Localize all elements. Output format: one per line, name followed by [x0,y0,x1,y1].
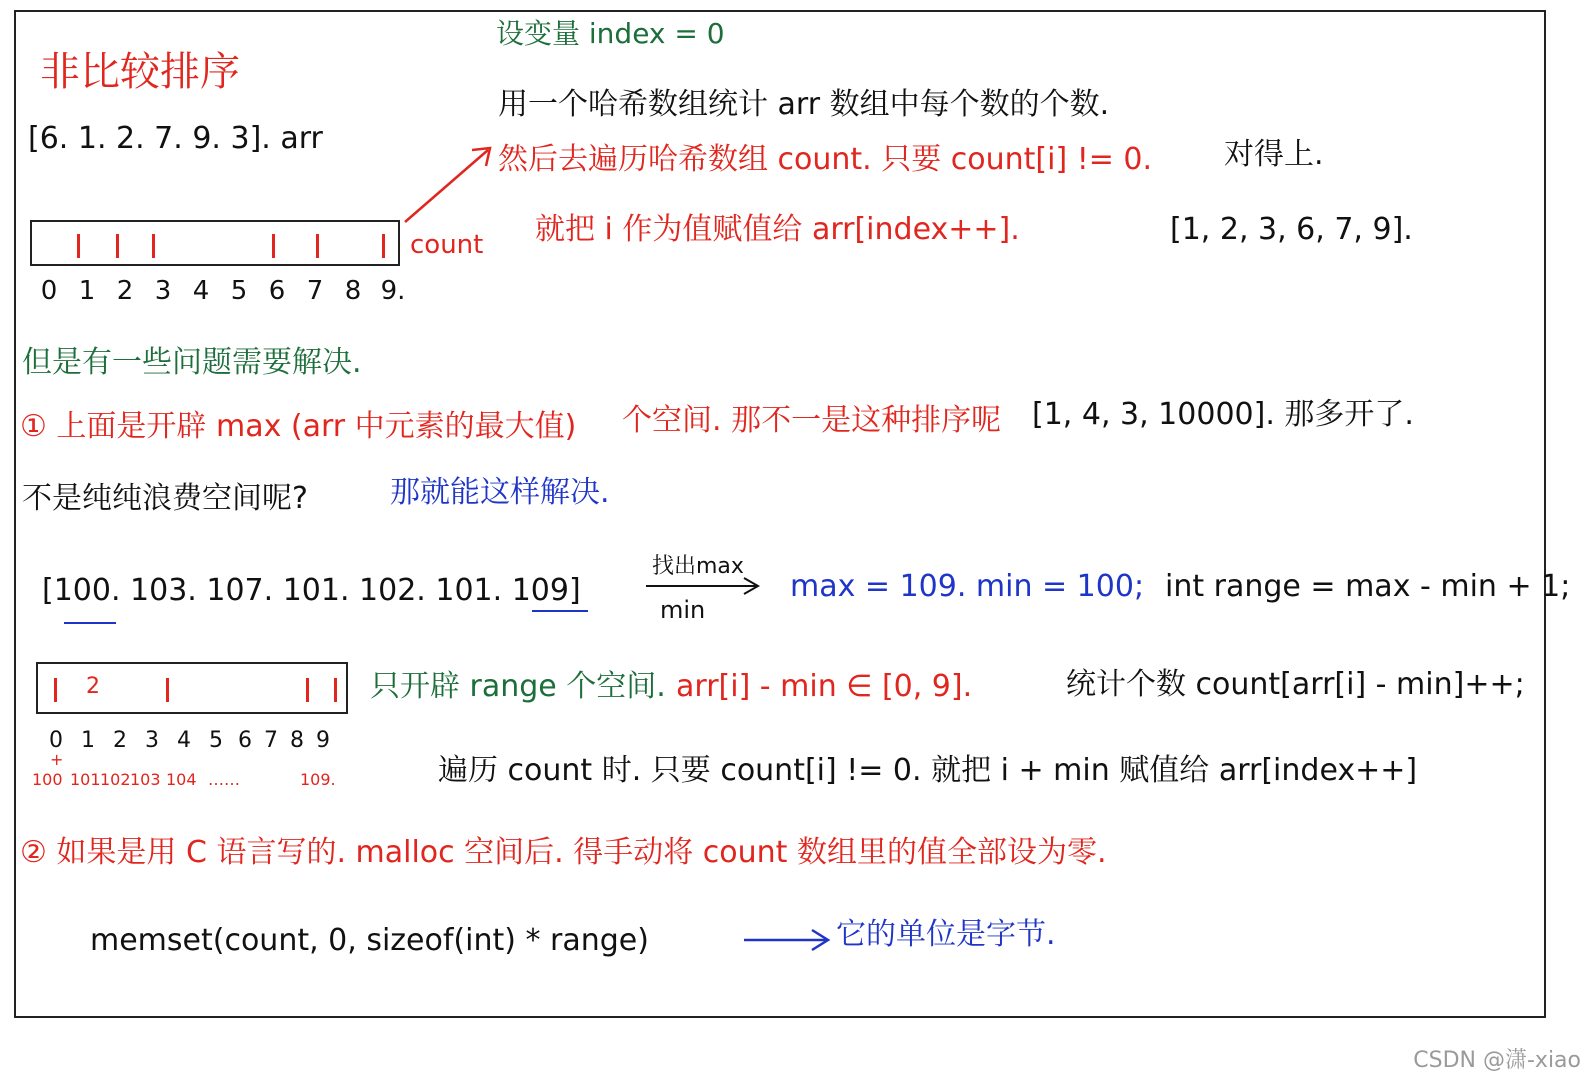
min-underline [64,622,116,624]
find-max-label: 找出max [652,554,744,579]
offset-value: 109. [300,770,336,789]
index-digit: 4 [192,276,210,306]
offset-value: 102 [100,770,131,789]
issue1-lead: ① 上面是开辟 max (arr 中元素的最大值) [20,409,577,444]
traverse-note-2: 遍历 count 时. 只要 count[i] != 0. 就把 i + min 赋值给 arr[index++] [438,753,1418,788]
only-open-note: 只开辟 range 个空间. [370,669,666,704]
issue1-example: [1, 4, 3, 10000]. 那多开了. [1032,397,1414,432]
issue2-note: ② 如果是用 C 语言写的. malloc 空间后. 得手动将 count 数组里的值全部设为零. [20,835,1107,870]
count-stat-formula: 统计个数 count[arr[i] - min]++; [1066,667,1525,702]
range-index-row [40,728,360,753]
index-digit: 8 [290,728,304,753]
index-digit: 9 [316,728,330,753]
offset-value: 100 [32,770,63,789]
index-digit: 4 [177,728,191,753]
index-digit: 6 [238,728,252,753]
range-count-box [36,662,348,714]
max-underline [532,610,588,612]
input-array-2: [100. 103. 107. 101. 102. 101. 109] [42,573,581,608]
offset-values-row [32,770,344,789]
page-title: 非比较排序 [40,49,240,95]
mapping-formula: arr[i] - min ∈ [0, 9]. [676,669,973,704]
assign-note: 就把 i 作为值赋值给 arr[index++]. [535,212,1020,247]
range-formula: int range = max - min + 1; [1165,569,1571,604]
offset-value: 103 [130,770,161,789]
issue-heading: 但是有一些问题需要解决. [22,345,362,380]
index-init-note: 设变量 index = 0 [496,17,725,50]
offset-value: 104 [166,770,197,789]
index-digit: 7 [264,728,278,753]
index-digit: 1 [81,728,95,753]
count-tick [306,678,309,702]
offset-value: …… [208,770,240,789]
index-digit: 8 [344,276,362,306]
index-digit: 0 [49,728,63,753]
index-digit: 9. [380,276,406,306]
count-value-2: 2 [86,674,100,699]
solve-note: 那就能这样解决. [390,475,610,510]
issue1-tail: 个空间. 那不一是这种排序呢 [622,403,1002,438]
index-digit: 3 [145,728,159,753]
find-min-label: min [660,596,706,624]
index-digit: 5 [209,728,223,753]
byte-unit-note: 它的单位是字节. [836,917,1056,952]
traverse-note: 然后去遍历哈希数组 count. 只要 count[i] != 0. [498,142,1153,177]
index-digit: 2 [113,728,127,753]
index-digit: 6 [268,276,286,306]
count-label: count [410,230,484,260]
hash-count-note: 用一个哈希数组统计 arr 数组中每个数的个数. [498,87,1110,122]
match-note: 对得上. [1224,137,1324,172]
memset-code: memset(count, 0, sizeof(int) * range) [90,923,649,958]
sorted-result: [1, 2, 3, 6, 7, 9]. [1170,212,1413,247]
index-digit: 7 [306,276,324,306]
index-digit: 1 [78,276,96,306]
waste-question: 不是纯纯浪费空间呢? [22,481,308,516]
count-tick [334,678,337,702]
index-digit: 5 [230,276,248,306]
offset-value: 101 [70,770,101,789]
max-min-values: max = 109. min = 100; [790,569,1145,604]
index-digit: 2 [116,276,134,306]
index-digit: 0 [40,276,58,306]
count-tick [166,678,169,702]
offset-plus-sign: + [50,750,64,769]
count-tick [54,678,57,702]
index-digit: 3 [154,276,172,306]
watermark: CSDN @潇-xiao [1413,1048,1581,1073]
input-array: [6. 1. 2. 7. 9. 3]. arr [28,121,323,156]
arrow-line [405,150,488,222]
